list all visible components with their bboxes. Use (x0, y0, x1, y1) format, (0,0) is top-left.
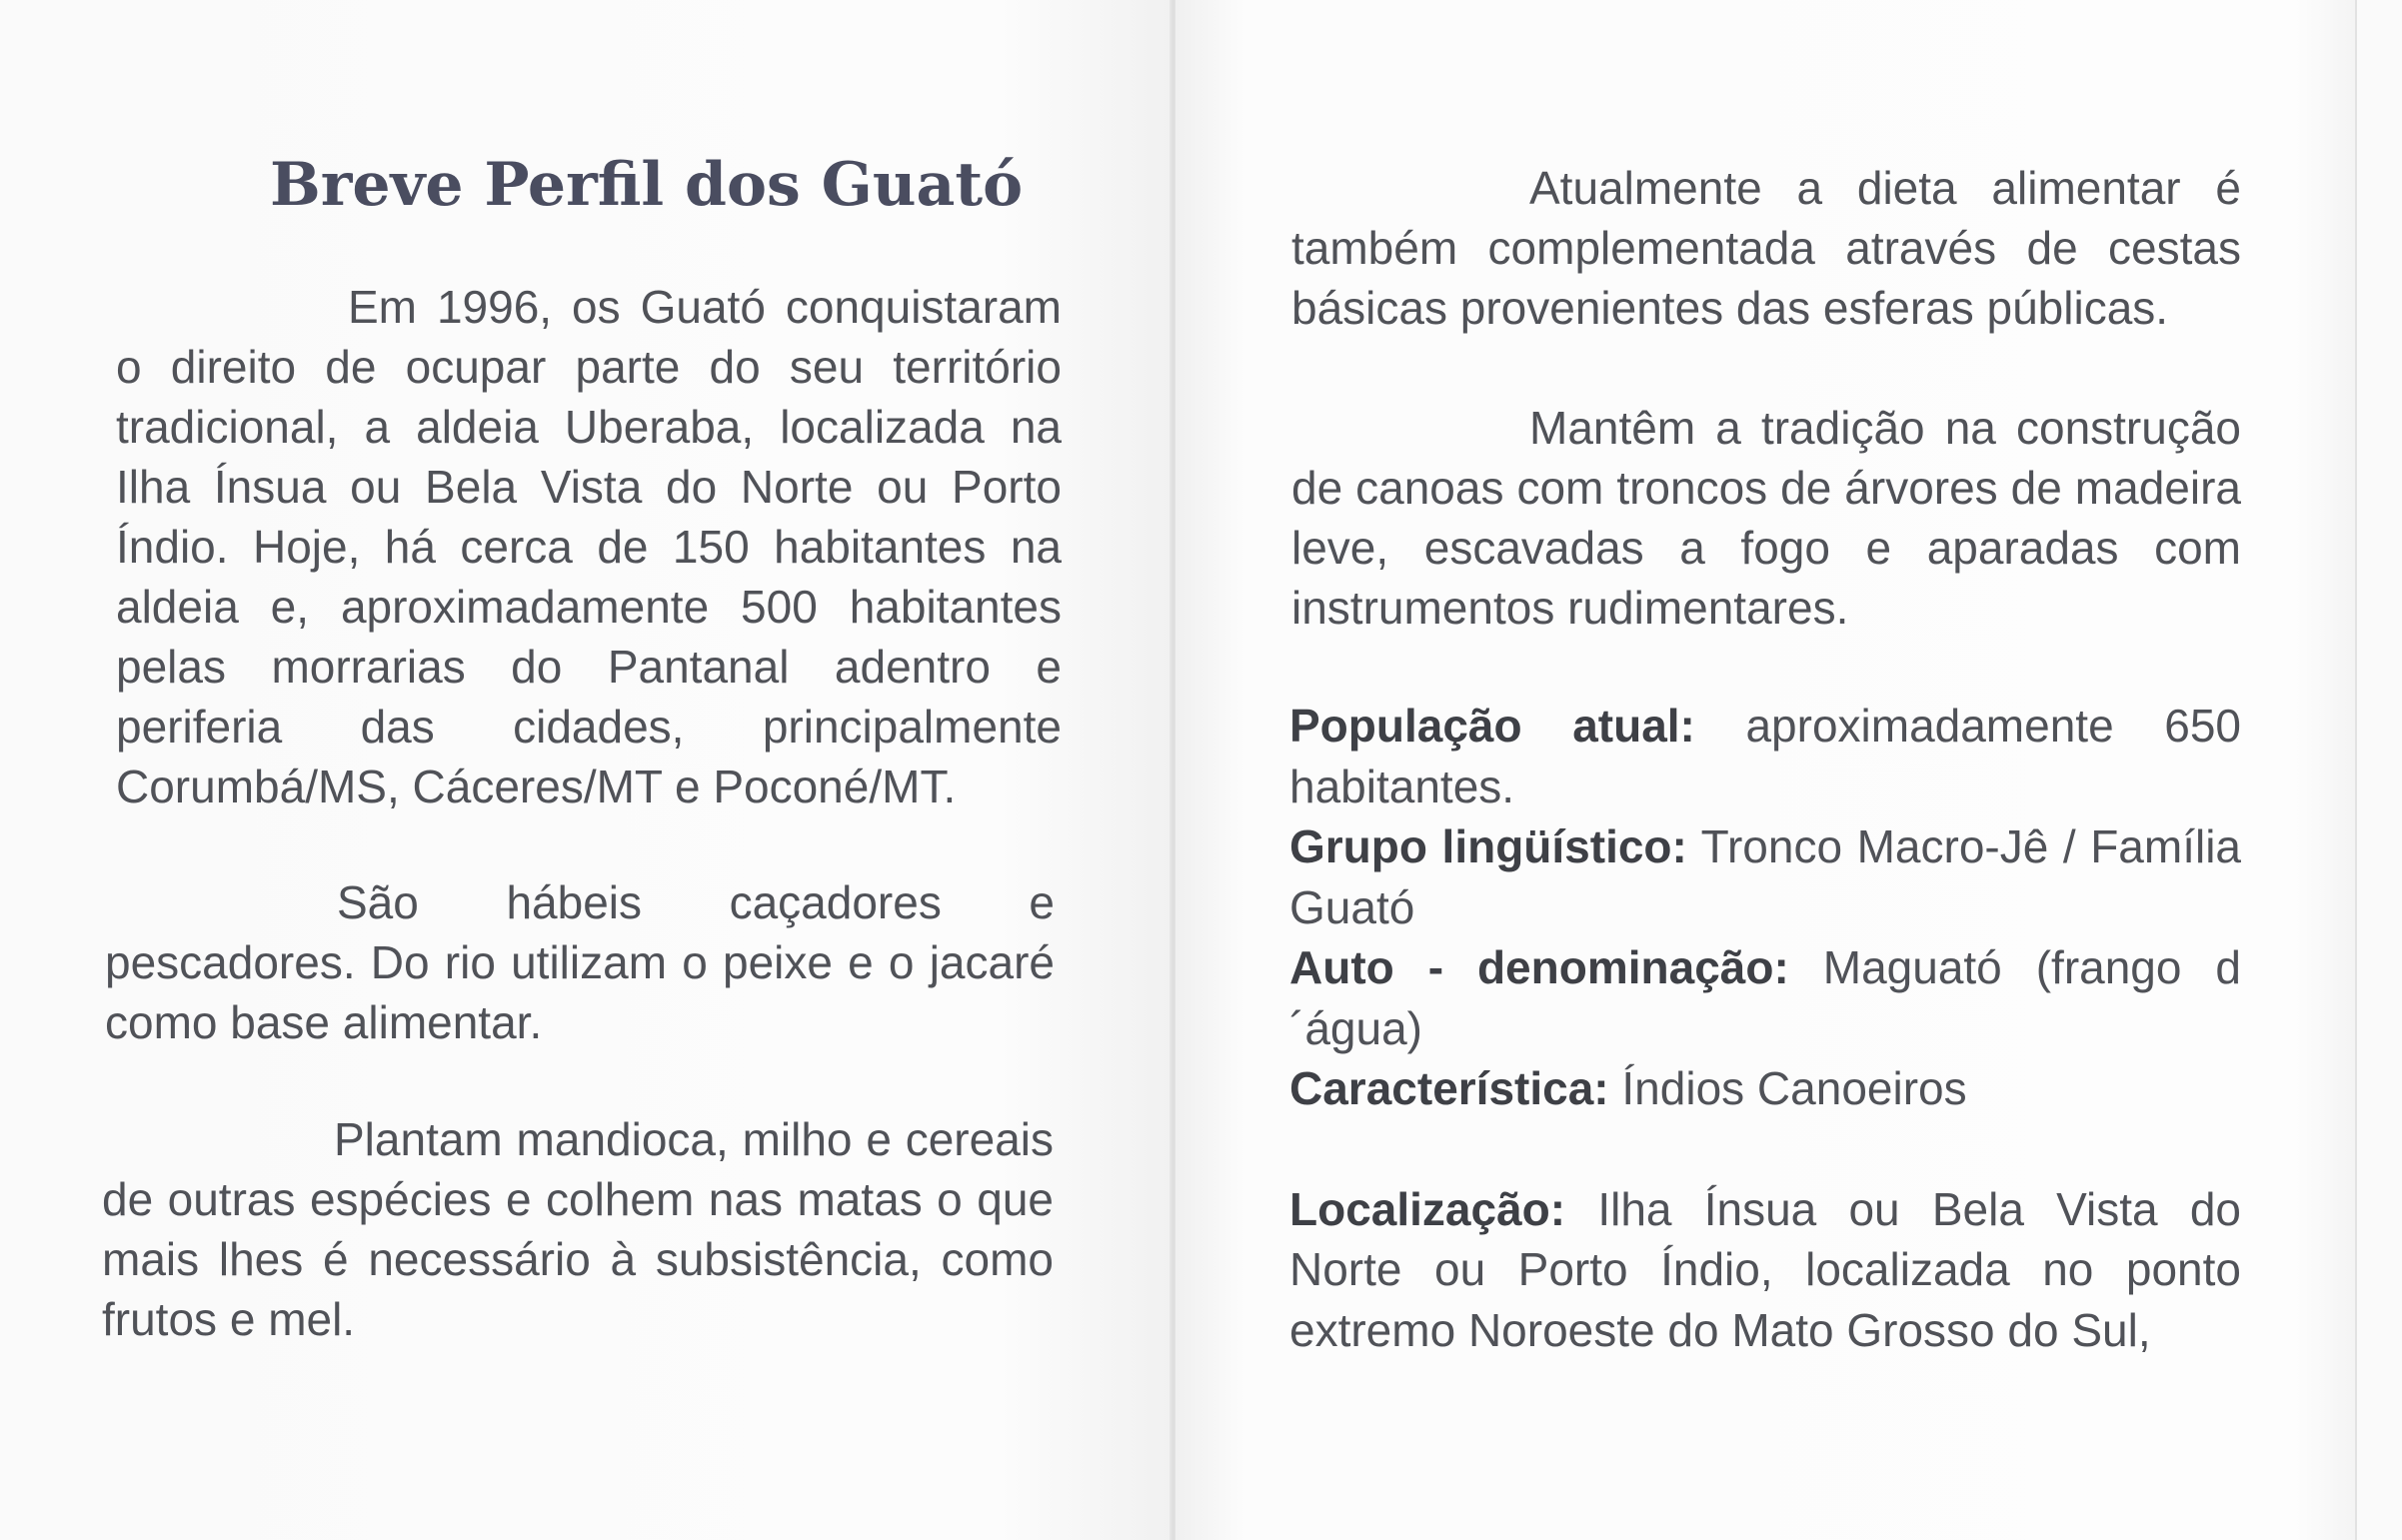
fact-population (1289, 696, 2241, 816)
left-page (0, 0, 1172, 1540)
paragraph-farming (102, 1109, 1054, 1349)
fact-label: Característica: (1289, 1062, 1609, 1114)
fact-label: Auto - denominação: (1289, 941, 1789, 993)
fact-value: aproximadamente 650 habitantes. (1289, 700, 2241, 812)
fact-label: Grupo lingüístico: (1289, 820, 1687, 872)
fact-label: População atual: (1289, 700, 1695, 752)
fact-value: Tronco Macro-Jê / Família Guató (1289, 820, 2241, 933)
paragraph-text: Atualmente a dieta alimentar é também complementada através de cestas básicas provenientes das esferas públicas. (1291, 162, 2241, 334)
fact-value: Ilha Ínsua ou Bela Vista do Norte ou Porto Índio, localizada no ponto extremo Noroeste do Mato Grosso do Sul, (1289, 1182, 2241, 1356)
fact-label: Localização: (1289, 1182, 1566, 1235)
page-title: Breve Perfil dos Guató (270, 150, 1024, 220)
fact-location (1289, 1179, 2241, 1361)
fact-language-group (1289, 816, 2241, 937)
fact-characteristic (1289, 1058, 2241, 1119)
fact-self-denomination (1289, 937, 2241, 1058)
page-edge (2355, 0, 2402, 1540)
fact-value: Índios Canoeiros (1608, 1062, 1967, 1114)
fact-value: Maguató (frango d´água) (1289, 941, 2241, 1054)
paragraph-territory (116, 277, 1062, 816)
paragraph-text: Plantam mandioca, milho e cereais de outras espécies e colhem nas matas o que mais lhes é necessário à subsistência, como frutos e mel. (102, 1113, 1054, 1345)
paragraph-text: Mantêm a tradição na construção de canoas com troncos de árvores de madeira leve, escavadas a fogo e aparadas com instrumentos rudimentares. (1291, 402, 2241, 634)
paragraph-text: Em 1996, os Guató conquistaram o direito de ocupar parte do seu território tradicional, a aldeia Uberaba, localizada na Ilha Ínsua ou Bela Vista do Norte ou Porto Índio. Hoje, há cerca de 150 habitantes na aldeia e, aproximadamente 500 habitantes pelas morrarias do Pantanal adentro e periferia das cidades, principalmente Corumbá/MS, Cáceres/MT e Poconé/MT. (116, 281, 1062, 812)
paragraph-diet (1291, 158, 2241, 338)
paragraph-hunting (105, 872, 1055, 1052)
paragraph-text: São hábeis caçadores e pescadores. Do rio utilizam o peixe e o jacaré como base alimentar. (105, 876, 1055, 1048)
facts-list (1289, 696, 2241, 1360)
paragraph-canoes (1291, 398, 2241, 638)
